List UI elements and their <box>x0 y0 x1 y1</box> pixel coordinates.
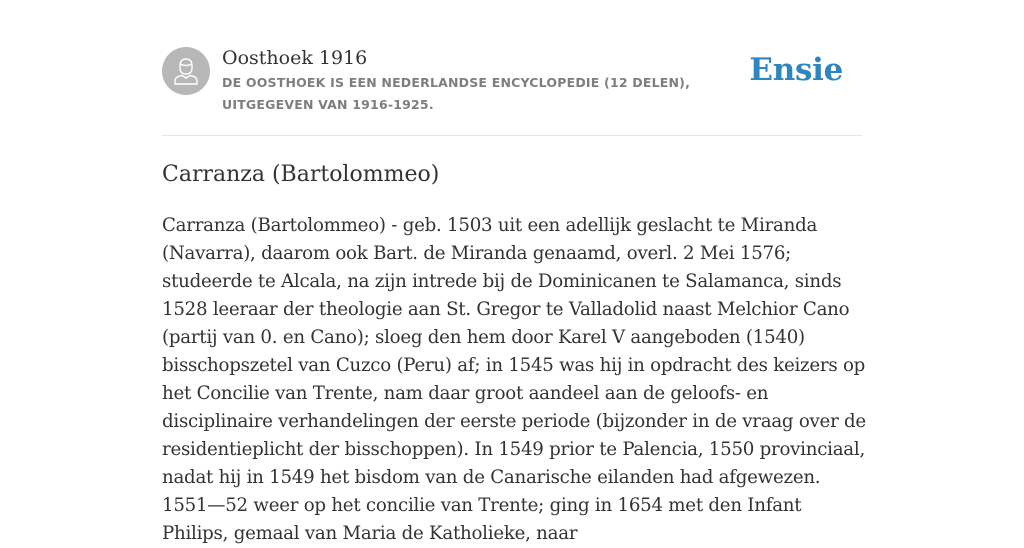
source-title[interactable]: Oosthoek 1916 <box>222 47 368 69</box>
source-header <box>162 46 862 116</box>
source-description: DE OOSTHOEK IS EEN NEDERLANDSE ENCYCLOPEDIE (12 DELEN), UITGEGEVEN VAN 1916-1925. <box>222 75 691 112</box>
avatar <box>162 47 210 95</box>
divider <box>162 135 862 136</box>
user-icon <box>173 57 199 85</box>
article-body: Carranza (Bartolommeo) - geb. 1503 uit een adellijk geslacht te Miranda (Navarra), daarom ook Bart. de Miranda genaamd, overl. 2 Mei 1576; studeerde te Alcala, na zijn intrede bij de Dominicanen te Salamanca, sinds 1528 leeraar der theologie aan St. Gregor te Valladolid naast Melchior Cano (partij van 0. en Cano); sloeg den hem door Karel V aangeboden (1540) bisschopszetel van Cuzco (Peru) af; in 1545 was hij in opdracht des keizers op het Concilie van Trente, nam daar groot aandeel aan de geloofs- en disciplinaire verhandelingen der eerste periode (bijzonder in de vraag over de residentieplicht der bisschoppen). In 1549 prior te Palencia, 1550 provinciaal, nadat hij in 1549 het bisdom van de Canarische eilanden had afgewezen. 1551—52 weer op het concilie van Trente; ging in 1654 met den Infant Philips, gemaal van Maria de Katholieke, naar <box>162 215 866 544</box>
ensie-logo[interactable]: Ensie <box>749 52 843 88</box>
article-title: Carranza (Bartolommeo) <box>162 162 440 187</box>
